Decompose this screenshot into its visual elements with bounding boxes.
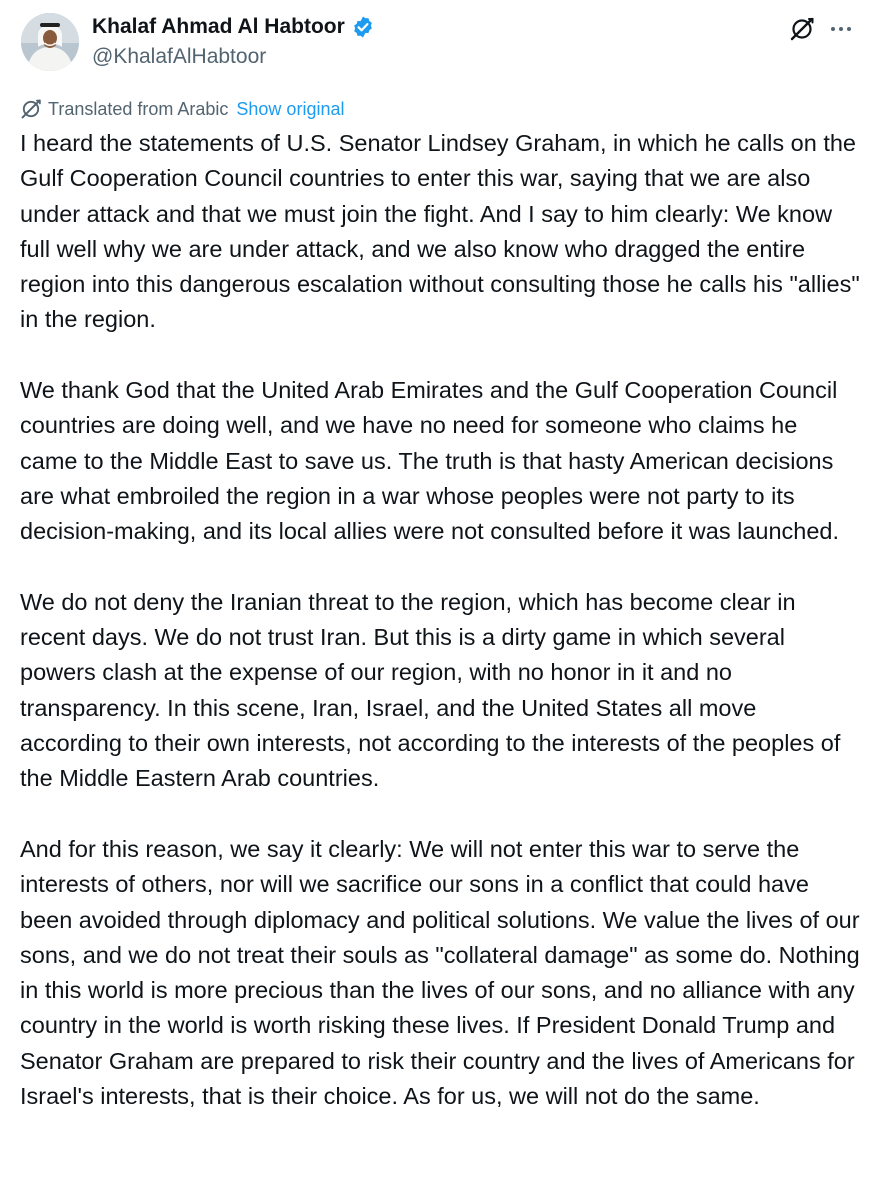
avatar[interactable]	[21, 13, 79, 71]
author-name-row[interactable]	[92, 14, 375, 40]
grok-icon	[789, 16, 815, 42]
tweet-paragraph: And for this reason, we say it clearly: We will not enter this war to serve the interests of others, nor will we sacrifice our sons in a conflict that could have been avoided through diplomacy and political solutions. We value the lives of our sons, and we do not treat their souls as "collateral damage" as some do. Nothing in this world is more precious than the lives of our sons, and no alliance with any country in the world is worth risking these lives. If President Donald Trump and Senator Graham are prepared to risk their country and the lives of Americans for Israel's interests, that is their choice. As for us, we will not do the same.	[20, 835, 860, 1110]
translation-bar	[20, 97, 344, 121]
author-handle[interactable]: @KhalafAlHabtoor	[92, 45, 267, 68]
translation-label: Translated from Arabic	[48, 99, 229, 119]
verified-badge-icon	[351, 15, 375, 39]
show-original-link[interactable]: Show original	[236, 99, 345, 119]
tweet-text	[20, 126, 860, 1114]
tweet-paragraph: I heard the statements of U.S. Senator Lindsey Graham, in which he calls on the Gulf Cooperation Council countries to enter this war, saying that we are also under attack and that we must join the fight. And I say to him clearly: We know full well why we are under attack, and we also know who dragged the entire region into this dangerous escalation without consulting those he calls his "allies" in the region.	[20, 130, 860, 333]
grok-icon	[20, 98, 42, 120]
more-dots-icon	[828, 16, 854, 42]
tweet-paragraph: We thank God that the United Arab Emirates and the Gulf Cooperation Council countries are doing well, and we have no need for someone who claims he came to the Middle East to save us. The truth is that hasty American decisions are what embroiled the region in a war whose peoples were not party to its decision-making, and its local allies were not consulted before it was launched.	[20, 377, 840, 545]
author-display-name[interactable]: Khalaf Ahmad Al Habtoor	[92, 15, 345, 38]
avatar-image	[21, 13, 79, 71]
tweet-paragraph: We do not deny the Iranian threat to the region, which has become clear in recent days. We do not trust Iran. But this is a dirty game in which several powers clash at the expense of our region, with no honor in it and no transparency. In this scene, Iran, Israel, and the United States all move according to their own interests, not according to the interests of the peoples of the Middle Eastern Arab countries.	[20, 588, 841, 792]
grok-button[interactable]	[787, 14, 817, 44]
more-options-button[interactable]	[826, 14, 856, 44]
